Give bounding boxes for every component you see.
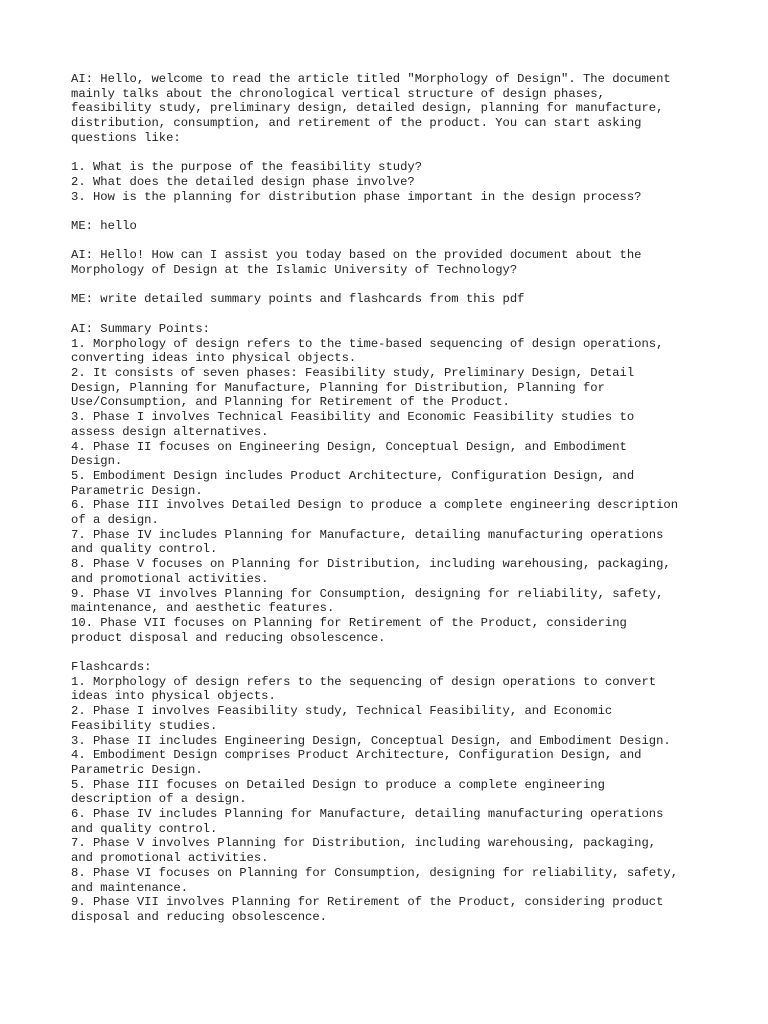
- suggested-questions-list: [71, 160, 711, 204]
- text-line: 6. Phase III involves Detailed Design to produce a complete engineering description: [71, 498, 679, 513]
- text-line: 2. Phase I involves Feasibility study, Technical Feasibility, and Economic: [71, 704, 613, 719]
- text-line: 4. Embodiment Design comprises Product Architecture, Configuration Design, and: [71, 748, 642, 763]
- text-line: Morphology of Design at the Islamic University of Technology?: [71, 263, 518, 278]
- text-line: AI: Summary Points:: [71, 321, 210, 336]
- text-line: and promotional activities.: [71, 851, 269, 866]
- text-line: Parametric Design.: [71, 762, 203, 777]
- text-line: and promotional activities.: [71, 571, 269, 586]
- ai-intro-message: [71, 72, 711, 146]
- text-line: and quality control.: [71, 821, 218, 836]
- text-line: 1. Morphology of design refers to the time-based sequencing of design operations,: [71, 336, 664, 351]
- text-line: 9. Phase VII involves Planning for Retirement of the Product, considering product: [71, 895, 664, 910]
- text-line: 2. It consists of seven phases: Feasibility study, Preliminary Design, Detail: [71, 365, 635, 380]
- text-line: 1. What is the purpose of the feasibility study?: [71, 160, 423, 175]
- text-line: ME: hello: [71, 219, 137, 233]
- text-line: 10. Phase VII focuses on Planning for Retirement of the Product, considering: [71, 615, 627, 630]
- text-line: distribution, consumption, and retirement of the product. You can start asking: [71, 116, 642, 131]
- text-line: mainly talks about the chronological vertical structure of design phases,: [71, 86, 605, 101]
- text-line: 5. Embodiment Design includes Product Architecture, Configuration Design, and: [71, 468, 635, 483]
- text-line: Design.: [71, 454, 123, 469]
- text-line: AI: Hello! How can I assist you today based on the provided document about the: [71, 248, 642, 263]
- text-line: 9. Phase VI involves Planning for Consumption, designing for reliability, safety,: [71, 586, 664, 601]
- text-line: ME: write detailed summary points and flashcards from this pdf: [71, 292, 525, 307]
- text-line: Flashcards:: [71, 660, 152, 675]
- text-line: of a design.: [71, 513, 159, 528]
- text-line: and maintenance.: [71, 880, 189, 895]
- text-line: feasibility study, preliminary design, detailed design, planning for manufacture,: [71, 101, 664, 116]
- text-line: Use/Consumption, and Planning for Retirement of the Product.: [71, 395, 510, 410]
- ai-greeting-message: [71, 248, 711, 277]
- text-line: and quality control.: [71, 542, 218, 557]
- text-line: converting ideas into physical objects.: [71, 351, 357, 366]
- text-line: Parametric Design.: [71, 483, 203, 498]
- text-line: assess design alternatives.: [71, 424, 269, 439]
- text-line: Feasibility studies.: [71, 718, 218, 733]
- user-message-request: [71, 292, 711, 307]
- flashcards-section: [71, 660, 711, 925]
- text-line: 8. Phase V focuses on Planning for Distribution, including warehousing, packaging,: [71, 557, 671, 572]
- text-line: maintenance, and aesthetic features.: [71, 601, 335, 616]
- text-line: 6. Phase IV includes Planning for Manufacture, detailing manufacturing operations: [71, 807, 664, 822]
- text-line: 3. Phase II includes Engineering Design, Conceptual Design, and Embodiment Design.: [71, 733, 671, 748]
- text-line: 2. What does the detailed design phase involve?: [71, 174, 415, 189]
- text-line: disposal and reducing obsolescence.: [71, 909, 327, 924]
- text-line: questions like:: [71, 130, 181, 145]
- text-line: description of a design.: [71, 792, 247, 807]
- summary-points-section: [71, 322, 711, 645]
- text-line: 7. Phase V involves Planning for Distribution, including warehousing, packaging,: [71, 836, 657, 851]
- text-line: 8. Phase VI focuses on Planning for Consumption, designing for reliability, safety,: [71, 865, 679, 880]
- text-line: 5. Phase III focuses on Detailed Design to produce a complete engineering: [71, 777, 605, 792]
- text-line: 1. Morphology of design refers to the sequencing of design operations to convert: [71, 674, 657, 689]
- text-line: 7. Phase IV includes Planning for Manufacture, detailing manufacturing operations: [71, 527, 664, 542]
- text-line: Design, Planning for Manufacture, Planning for Distribution, Planning for: [71, 380, 605, 395]
- text-line: ideas into physical objects.: [71, 689, 276, 704]
- text-line: 4. Phase II focuses on Engineering Design, Conceptual Design, and Embodiment: [71, 439, 627, 454]
- text-line: AI: Hello, welcome to read the article titled "Morphology of Design". The document: [71, 72, 671, 86]
- user-message-hello: [71, 219, 711, 234]
- document-page: [71, 72, 711, 939]
- text-line: 3. How is the planning for distribution phase important in the design process?: [71, 189, 642, 204]
- text-line: product disposal and reducing obsolescence.: [71, 630, 386, 645]
- text-line: 3. Phase I involves Technical Feasibility and Economic Feasibility studies to: [71, 410, 635, 425]
